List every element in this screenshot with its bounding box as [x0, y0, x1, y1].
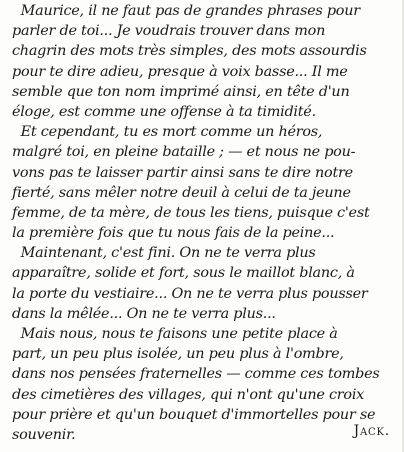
text-line: Mais nous, nous te faisons une petite place à — [12, 326, 338, 342]
text-line: fierté, sans mêler notre deuil à celui de ta jeune — [12, 184, 351, 201]
text-line: semble que ton nom imprimé ainsi, en tête d'un — [12, 83, 350, 100]
text-line: part, un peu plus isolée, un peu plus à l'ombre, — [12, 346, 344, 363]
text-line: chagrin des mots très simples, des mots assourdis — [12, 43, 367, 60]
text-line: dans nos pensées fraternelles — comme ces tombes — [12, 366, 380, 383]
text-line: la porte du vestiaire... On ne te verra plus pousser — [12, 285, 368, 302]
text-line: éloge, est comme une offense à ta timidité. — [12, 103, 316, 120]
text-line: Et cependant, tu es mort comme un héros, — [12, 124, 323, 141]
text-line: Maintenant, c'est fini. On ne te verra plus — [12, 245, 316, 262]
author-signature: Jack. — [353, 423, 390, 439]
text-line: souvenir. — [12, 426, 76, 443]
text-line: pour prière et qu'un bouquet d'immortelles pour se — [12, 406, 376, 423]
text-line: la première fois que tu nous fais de la peine... — [12, 225, 335, 242]
text-line: vons pas te laisser partir ainsi sans te dire notre — [12, 164, 353, 181]
paragraph-4 — [12, 324, 402, 445]
text-line: dans la mêlée... On ne te verra plus... — [12, 305, 276, 322]
text-line: des cimetières des villages, qui n'ont qu'une croix — [12, 386, 365, 403]
text-line: apparaître, solide et fort, sous le maillot blanc, à — [12, 265, 355, 282]
paragraph-2 — [12, 122, 402, 243]
article-text — [12, 1, 402, 445]
text-line: parler de toi... Je voudrais trouver dans mon — [12, 23, 326, 40]
text-line: Maurice, il ne faut pas de grandes phrases pour — [12, 3, 360, 19]
text-line: malgré toi, en pleine bataille ; — et nous ne pou- — [12, 144, 356, 161]
text-line: pour te dire adieu, presque à voix basse... Il me — [12, 63, 348, 80]
text-line: femme, de ta mère, de tous les tiens, puisque c'est — [12, 204, 370, 221]
paragraph-3 — [12, 243, 402, 324]
paragraph-1 — [12, 1, 402, 122]
